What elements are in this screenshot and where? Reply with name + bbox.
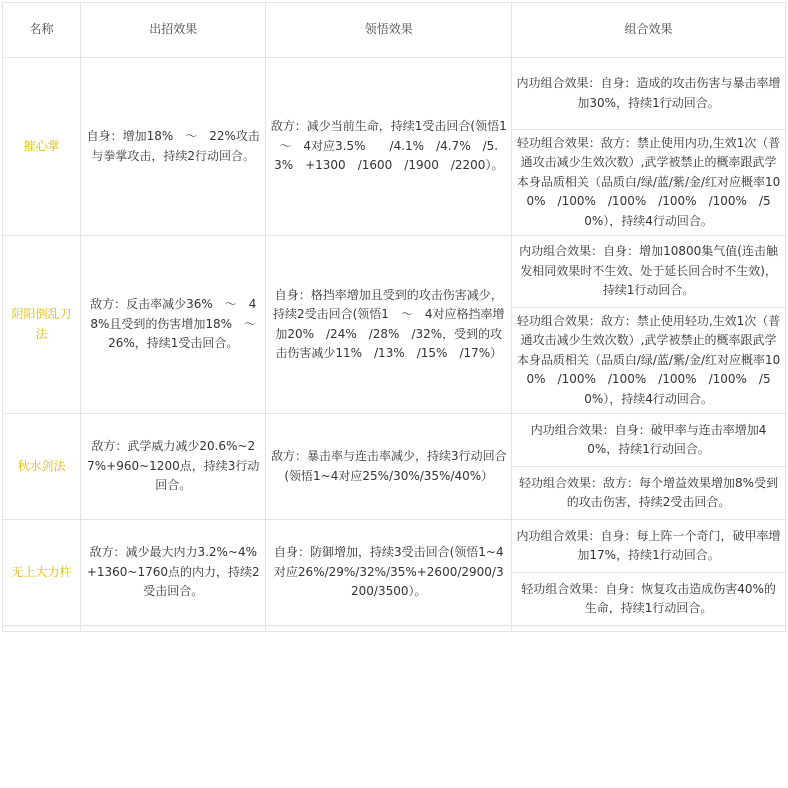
combo-effect-internal: 内功组合效果：自身：破甲率与连击率增加40%，持续1行动回合。: [512, 414, 786, 467]
move-effect: 敌方：反击率减少36% ～ 48%且受到的伤害增加18% ～ 26%，持续1受击回合。: [81, 236, 266, 414]
header-combo-effect: 组合效果: [512, 3, 786, 58]
header-row: [3, 3, 786, 58]
combo-effect-internal: 内功组合效果：自身：造成的攻击伤害与暴击率增加30%，持续1行动回合。: [512, 58, 786, 130]
skill-name: 阴阳倒乱刀法: [3, 236, 81, 414]
table-row: [3, 58, 786, 130]
table-row: [3, 520, 786, 573]
skill-name: 摧心掌: [3, 58, 81, 236]
comprehend-effect: 自身：格挡率增加且受到的攻击伤害减少，持续2受击回合(领悟1 ～ 4对应格挡率增加20% /24% /28% /32%，受到的攻击伤害减少11% /13% /15% /17%）: [266, 236, 512, 414]
combo-effect-internal: 内功组合效果：自身：增加10800集气值(连击触发相同效果时不生效、处于延长回合时不生效)，持续1行动回合。: [512, 236, 786, 308]
header-comprehend-effect: 领悟效果: [266, 3, 512, 58]
skill-name: 无上大力杵: [3, 520, 81, 626]
comprehend-effect: 敌方：减少当前生命，持续1受击回合(领悟1 ～ 4对应3.5% /4.1% /4.7% /5.3% +1300 /1600 /1900 /2200）。: [266, 58, 512, 236]
combo-effect-qinggong: 轻功组合效果：自身：恢复攻击造成伤害40%的生命，持续1行动回合。: [512, 573, 786, 626]
move-effect: 自身：增加18% ～ 22%攻击与拳掌攻击，持续2行动回合。: [81, 58, 266, 236]
empty-cell: [512, 626, 786, 632]
table-row: [3, 236, 786, 308]
skill-name: 秋水剑法: [3, 414, 81, 520]
move-effect: 敌方：减少最大内力3.2%~4%+1360~1760点的内力，持续2受击回合。: [81, 520, 266, 626]
combo-effect-qinggong: 轻功组合效果：敌方：禁止使用内功,生效1次（普通攻击减少生效次数）,武学被禁止的概率跟武学本身品质相关（品质白/绿/蓝/紫/金/红对应概率100% /100% /100% /100% /100% /50%），持续4行动回合。: [512, 130, 786, 236]
skills-table: [2, 2, 786, 632]
header-move-effect: 出招效果: [81, 3, 266, 58]
comprehend-effect: 敌方：暴击率与连击率减少，持续3行动回合(领悟1~4对应25%/30%/35%/40%）: [266, 414, 512, 520]
table-row-clipped: [3, 626, 786, 632]
empty-cell: [3, 626, 81, 632]
combo-effect-qinggong: 轻功组合效果：敌方：禁止使用轻功,生效1次（普通攻击减少生效次数）,武学被禁止的概率跟武学本身品质相关（品质白/绿/蓝/紫/金/红对应概率100% /100% /100% /100% /100% /50%），持续4行动回合。: [512, 308, 786, 414]
combo-effect-qinggong: 轻功组合效果：敌方：每个增益效果增加8%受到的攻击伤害，持续2受击回合。: [512, 467, 786, 520]
empty-cell: [81, 626, 266, 632]
table-row: [3, 414, 786, 467]
header-name: 名称: [3, 3, 81, 58]
comprehend-effect: 自身：防御增加，持续3受击回合(领悟1~4对应26%/29%/32%/35%+2600/2900/3200/3500）。: [266, 520, 512, 626]
move-effect: 敌方：武学威力减少20.6%~27%+960~1200点，持续3行动回合。: [81, 414, 266, 520]
empty-cell: [266, 626, 512, 632]
combo-effect-internal: 内功组合效果：自身：每上阵一个奇门，破甲率增加17%，持续1行动回合。: [512, 520, 786, 573]
